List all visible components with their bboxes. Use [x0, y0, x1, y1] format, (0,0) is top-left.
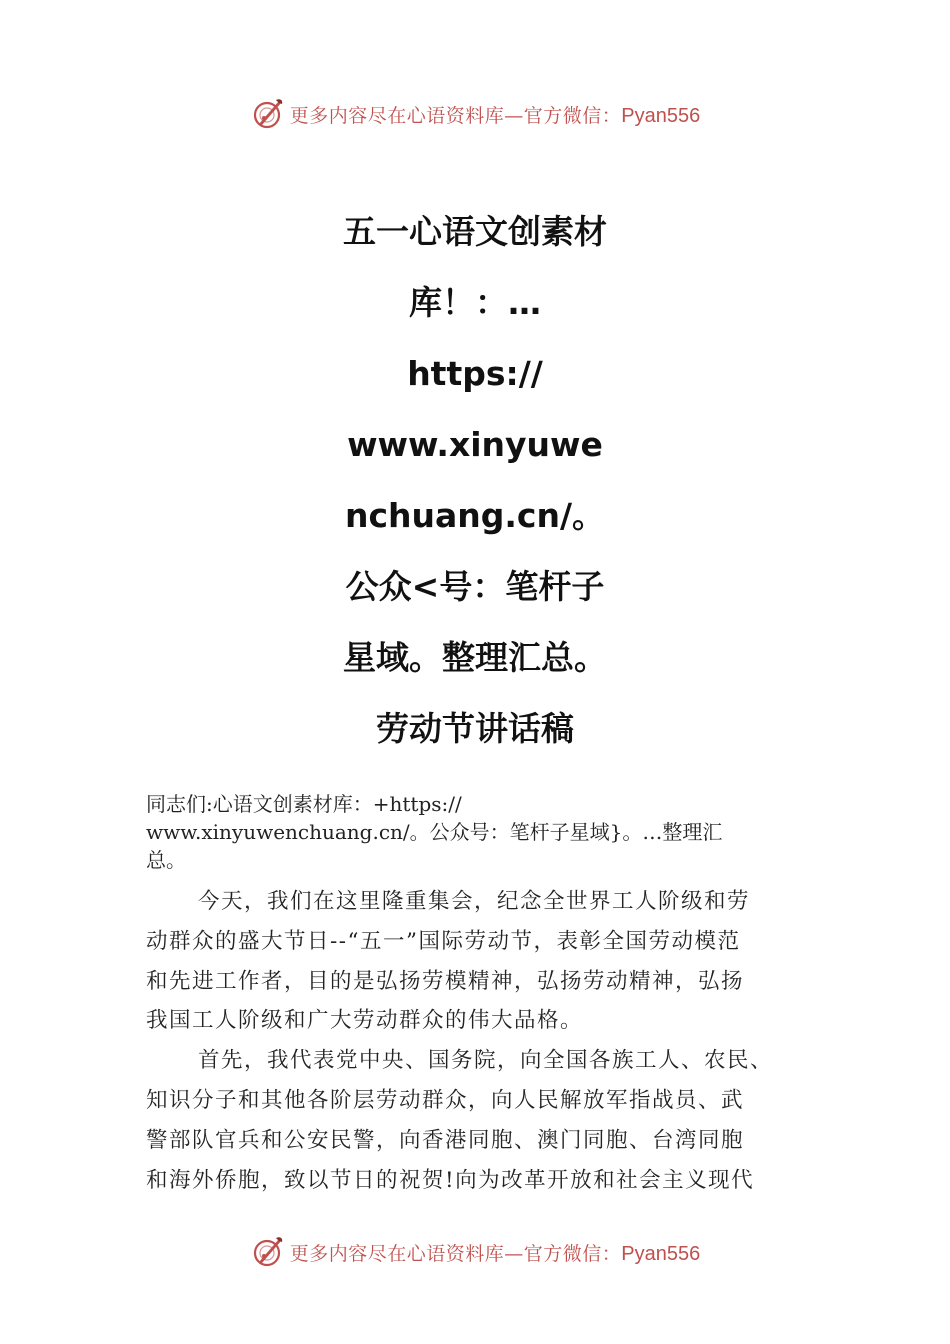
salutation-paragraph — [146, 790, 826, 874]
body-line: 警部队官兵和公安民警，向香港同胞、澳门同胞、台湾同胞 — [146, 1127, 745, 1153]
body-line: 知识分子和其他各阶层劳动群众，向人民解放军指战员、武 — [146, 1087, 745, 1113]
banner-wechat-handle: Pyan556 — [621, 1242, 701, 1265]
banner-text — [290, 101, 700, 128]
title-line: 公众<号：笔杆子 — [345, 567, 605, 606]
body-line: 和先进工作者，目的是弘扬劳模精神，弘扬劳动精神，弘扬 — [146, 968, 745, 994]
quill-seal-icon — [250, 96, 286, 132]
body-line: 动群众的盛大节日--“五一”国际劳动节，表彰全国劳动模范 — [146, 928, 741, 954]
banner-label: 更多内容尽在心语资料库—官方微信： — [289, 104, 622, 127]
salutation-line: 总。 — [146, 848, 186, 872]
title-line: 劳动节讲话稿 — [376, 709, 574, 748]
body-line: 今天，我们在这里隆重集会，纪念全世界工人阶级和劳 — [198, 889, 751, 914]
header-banner — [0, 94, 950, 134]
body-line: 我国工人阶级和广大劳动群众的伟大品格。 — [146, 1008, 584, 1034]
footer-banner — [0, 1232, 950, 1272]
title-line: www.xinyuwe — [347, 425, 603, 464]
title-line: 五一心语文创素材 — [343, 212, 607, 251]
banner-text — [290, 1239, 700, 1266]
title-line: 星域。整理汇总。 — [343, 638, 607, 677]
title-line: https:// — [407, 354, 543, 393]
document-title — [0, 196, 950, 764]
speech-body — [146, 882, 816, 1200]
quill-seal-icon — [250, 1234, 286, 1270]
salutation-line: www.xinyuwenchuang.cn/。公众号：笔杆子星域}。…整理汇 — [146, 820, 723, 844]
banner-label: 更多内容尽在心语资料库—官方微信： — [289, 1242, 622, 1265]
salutation-line: 同志们:心语文创素材库：+https:// — [146, 792, 462, 816]
title-line: nchuang.cn/。 — [344, 496, 606, 535]
body-line: 和海外侨胞，致以节日的祝贺!向为改革开放和社会主义现代 — [146, 1167, 755, 1193]
title-line: 库！：… — [409, 283, 541, 322]
banner-wechat-handle: Pyan556 — [621, 104, 701, 127]
body-line: 首先，我代表党中央、国务院，向全国各族工人、农民、 — [198, 1048, 774, 1074]
